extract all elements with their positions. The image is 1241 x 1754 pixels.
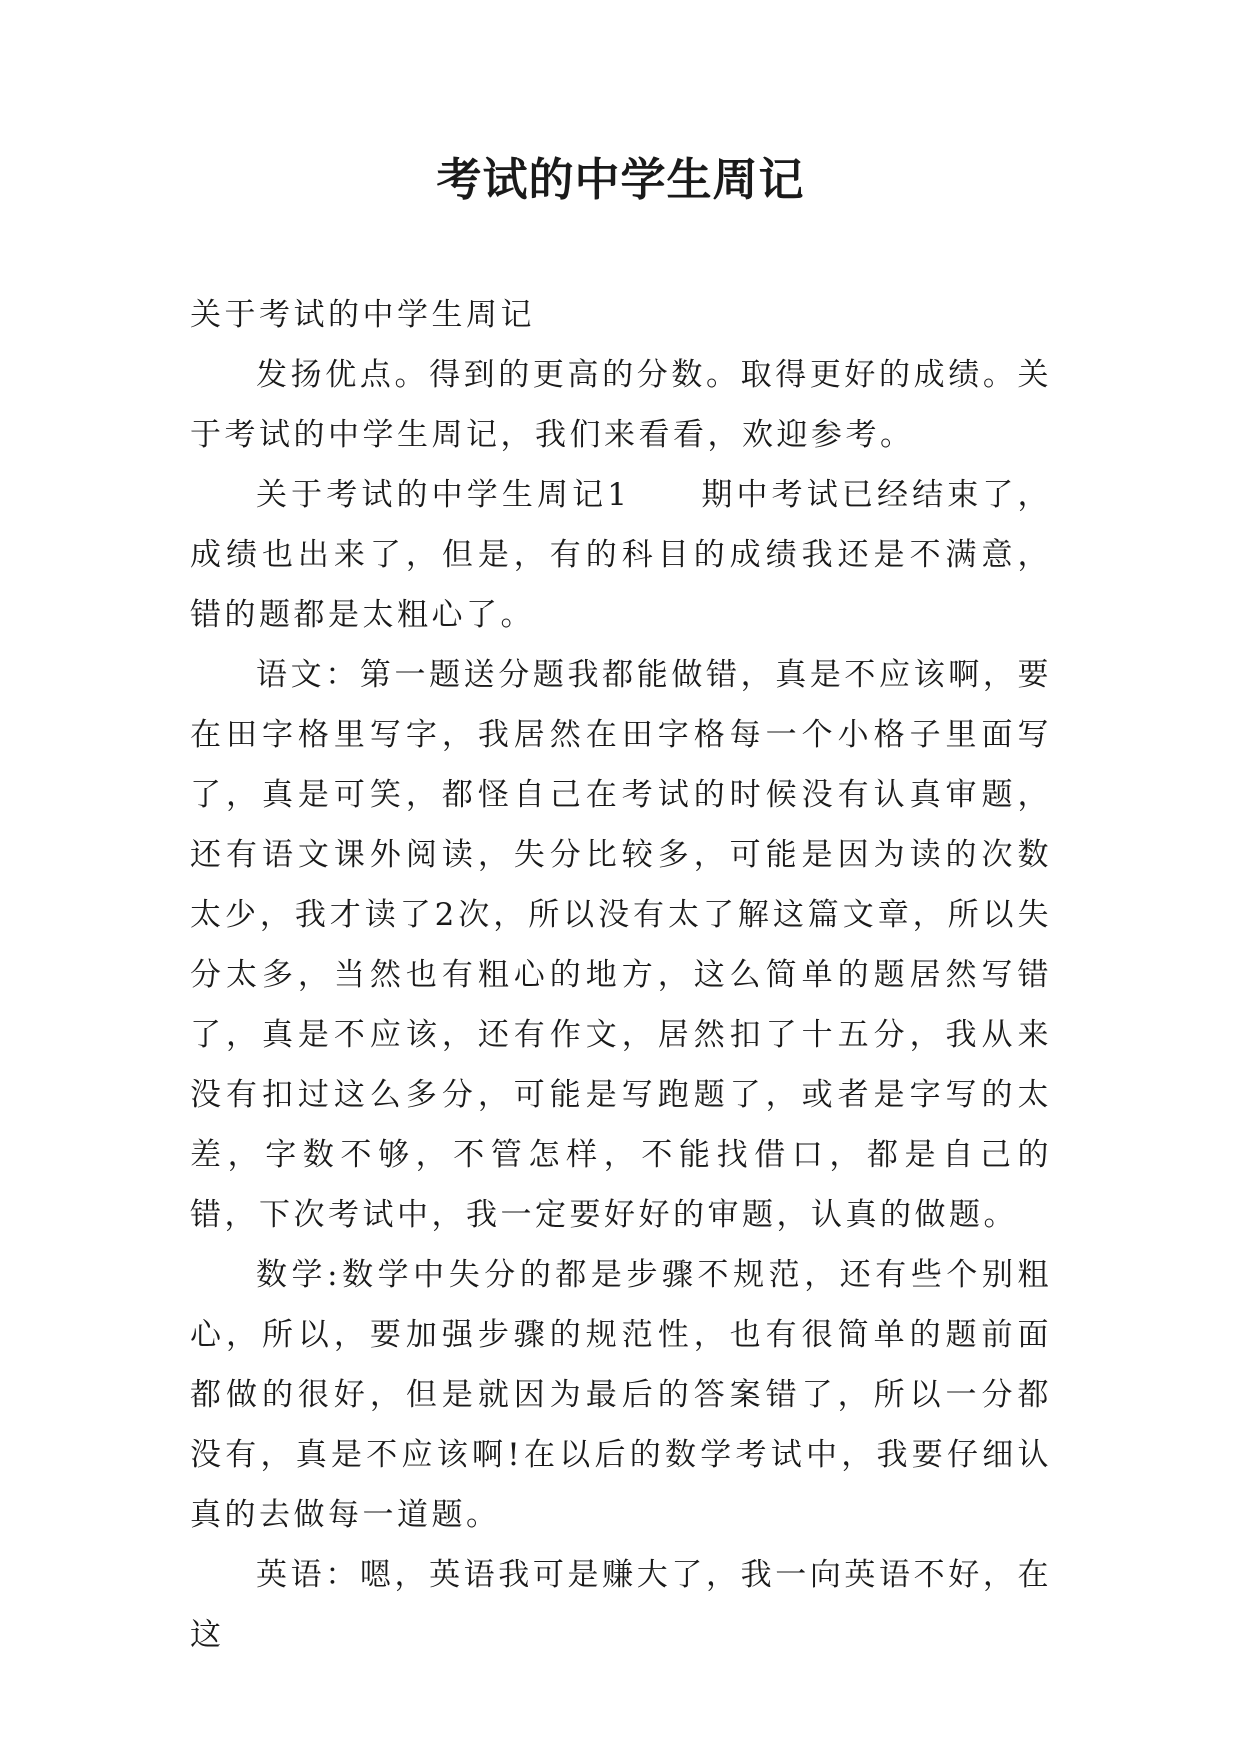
paragraph-english: 英语：嗯，英语我可是赚大了，我一向英语不好，在这 — [190, 1557, 1052, 1653]
paragraph-section-1: 关于考试的中学生周记1 期中考试已经结束了，成绩也出来了，但是，有的科目的成绩我还是不满意，错的题都是太粗心了。 — [190, 477, 1052, 633]
document-body — [190, 285, 1052, 1665]
paragraph-math: 数学:数学中失分的都是步骤不规范，还有些个别粗心，所以，要加强步骤的规范性，也有很简单的题前面都做的很好，但是就因为最后的答案错了，所以一分都没有，真是不应该啊!在以后的数学考试中，我要仔细认真的去做每一道题。 — [190, 1257, 1052, 1533]
paragraph-subtitle: 关于考试的中学生周记 — [190, 297, 535, 333]
paragraph-chinese: 语文：第一题送分题我都能做错，真是不应该啊，要在田字格里写字，我居然在田字格每一个小格子里面写了，真是可笑，都怪自己在考试的时候没有认真审题，还有语文课外阅读，失分比较多，可能是因为读的次数太少，我才读了2次，所以没有太了解这篇文章，所以失分太多，当然也有粗心的地方，这么简单的题居然写错了，真是不应该，还有作文，居然扣了十五分，我从来没有扣过这么多分，可能是写跑题了，或者是字写的太差，字数不够，不管怎样，不能找借口，都是自己的错，下次考试中，我一定要好好的审题，认真的做题。 — [190, 657, 1052, 1233]
document-title: 考试的中学生周记 — [436, 153, 805, 206]
paragraph-intro: 发扬优点。得到的更高的分数。取得更好的成绩。关于考试的中学生周记，我们来看看，欢迎参考。 — [190, 357, 1052, 453]
